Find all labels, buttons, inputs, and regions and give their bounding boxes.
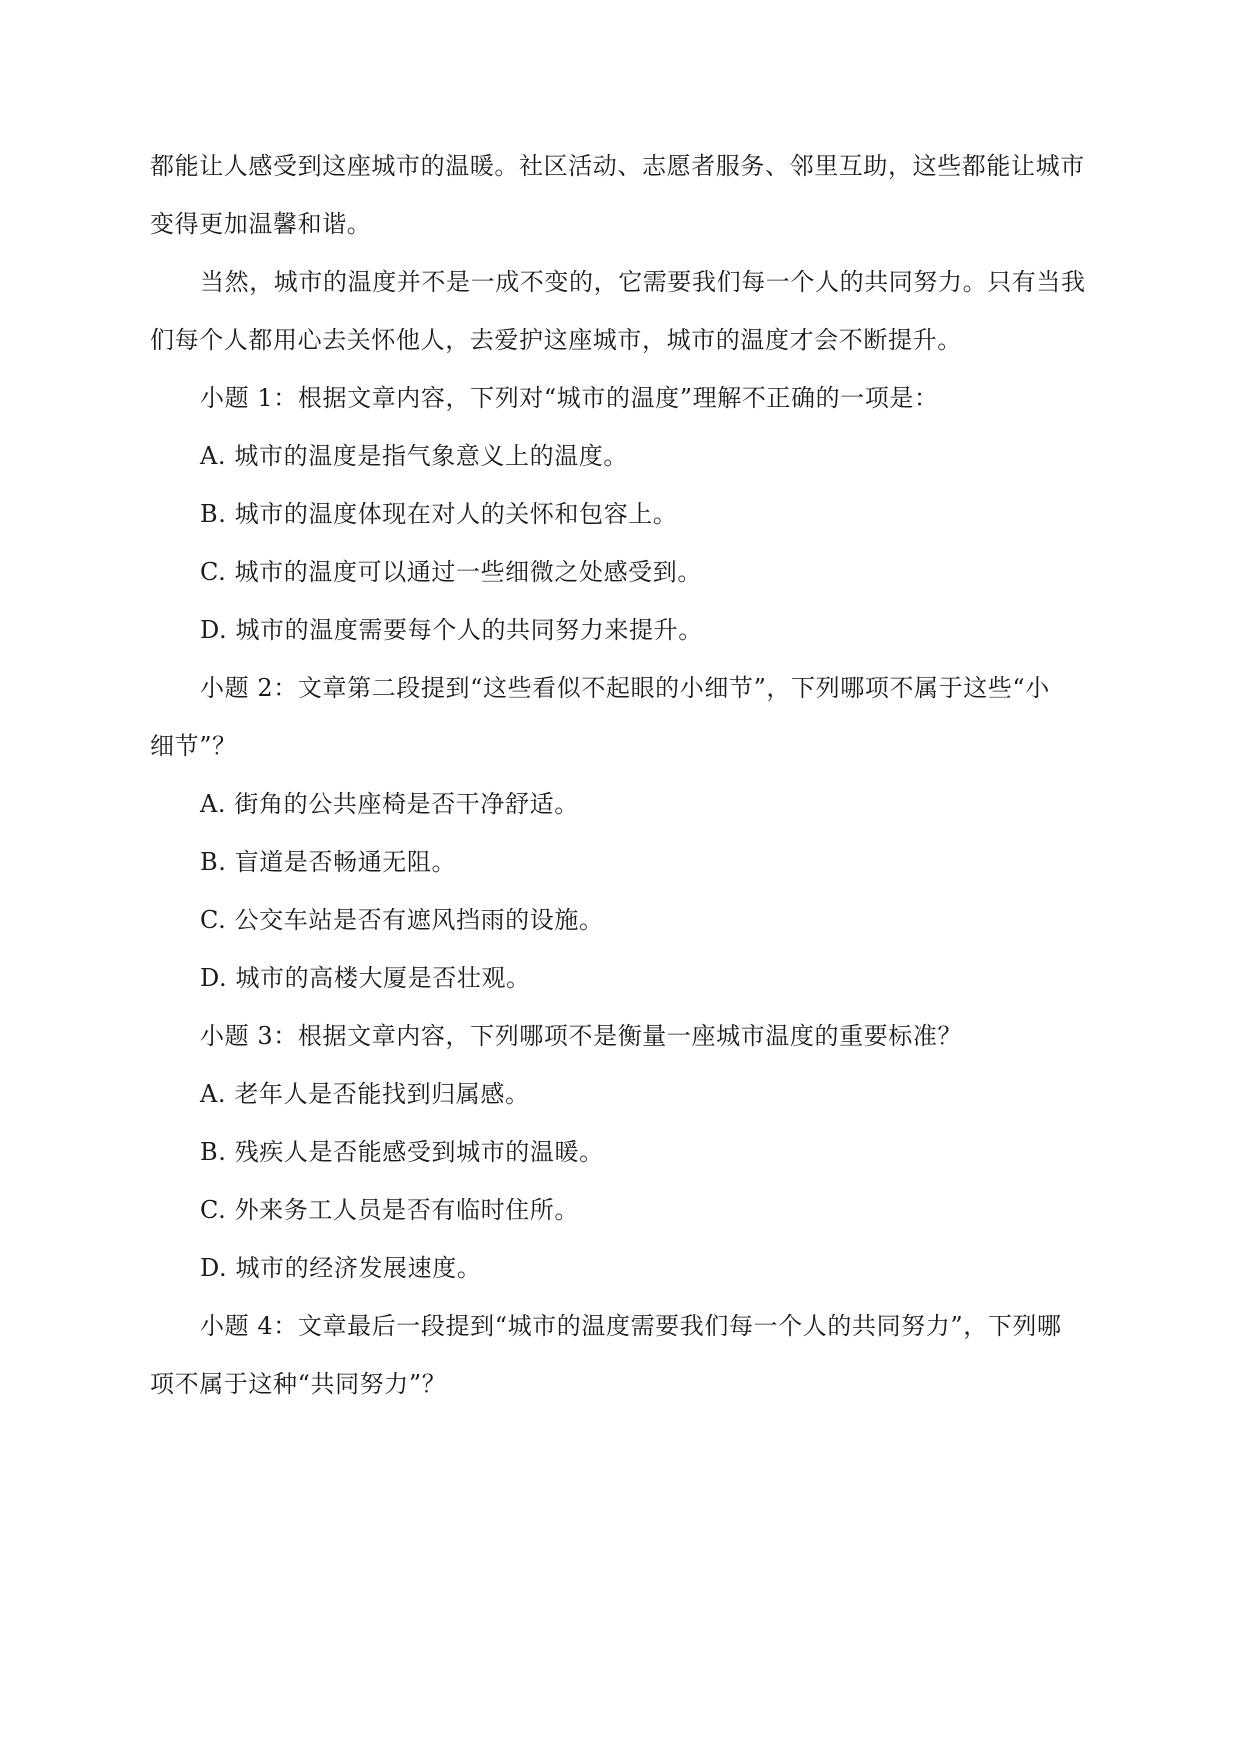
question-2-option-b: B. 盲道是否畅通无阻。 — [200, 848, 457, 876]
question-1-option-b: B. 城市的温度体现在对人的关怀和包容上。 — [200, 500, 678, 528]
question-3: 小题 3：根据文章内容，下列哪项不是衡量一座城市温度的重要标准？ — [200, 1022, 963, 1050]
question-2-option-a: A. 街角的公共座椅是否干净舒适。 — [200, 790, 579, 818]
question-3-option-d: D. 城市的经济发展速度。 — [200, 1254, 482, 1282]
text-line-3: 当然，城市的温度并不是一成不变的，它需要我们每一个人的共同努力。只有当我 — [200, 268, 1086, 296]
question-1-option-c: C. 城市的温度可以通过一些细微之处感受到。 — [200, 558, 702, 586]
question-4-continued: 项不属于这种“共同努力”？ — [150, 1370, 447, 1398]
question-3-option-a: A. 老年人是否能找到归属感。 — [200, 1080, 530, 1108]
text-line-2: 变得更加温馨和谐。 — [150, 210, 372, 238]
question-3-option-b: B. 残疾人是否能感受到城市的温暖。 — [200, 1138, 604, 1166]
question-4: 小题 4：文章最后一段提到“城市的温度需要我们每一个人的共同努力”，下列哪 — [200, 1312, 1062, 1340]
question-1-option-a: A. 城市的温度是指气象意义上的温度。 — [200, 442, 628, 470]
text-line-4: 们每个人都用心去关怀他人，去爱护这座城市，城市的温度才会不断提升。 — [150, 326, 962, 354]
question-1: 小题 1：根据文章内容，下列对“城市的温度”理解不正确的一项是： — [200, 384, 939, 412]
question-2-continued: 细节”？ — [150, 732, 237, 760]
question-2: 小题 2：文章第二段提到“这些看似不起眼的小细节”，下列哪项不属于这些“小 — [200, 674, 1050, 702]
text-line-1: 都能让人感受到这座城市的温暖。社区活动、志愿者服务、邻里互助，这些都能让城市 — [150, 152, 1085, 180]
question-1-option-d: D. 城市的温度需要每个人的共同努力来提升。 — [200, 616, 703, 644]
question-3-option-c: C. 外来务工人员是否有临时住所。 — [200, 1196, 579, 1224]
question-2-option-d: D. 城市的高楼大厦是否壮观。 — [200, 964, 531, 992]
question-2-option-c: C. 公交车站是否有遮风挡雨的设施。 — [200, 906, 604, 934]
